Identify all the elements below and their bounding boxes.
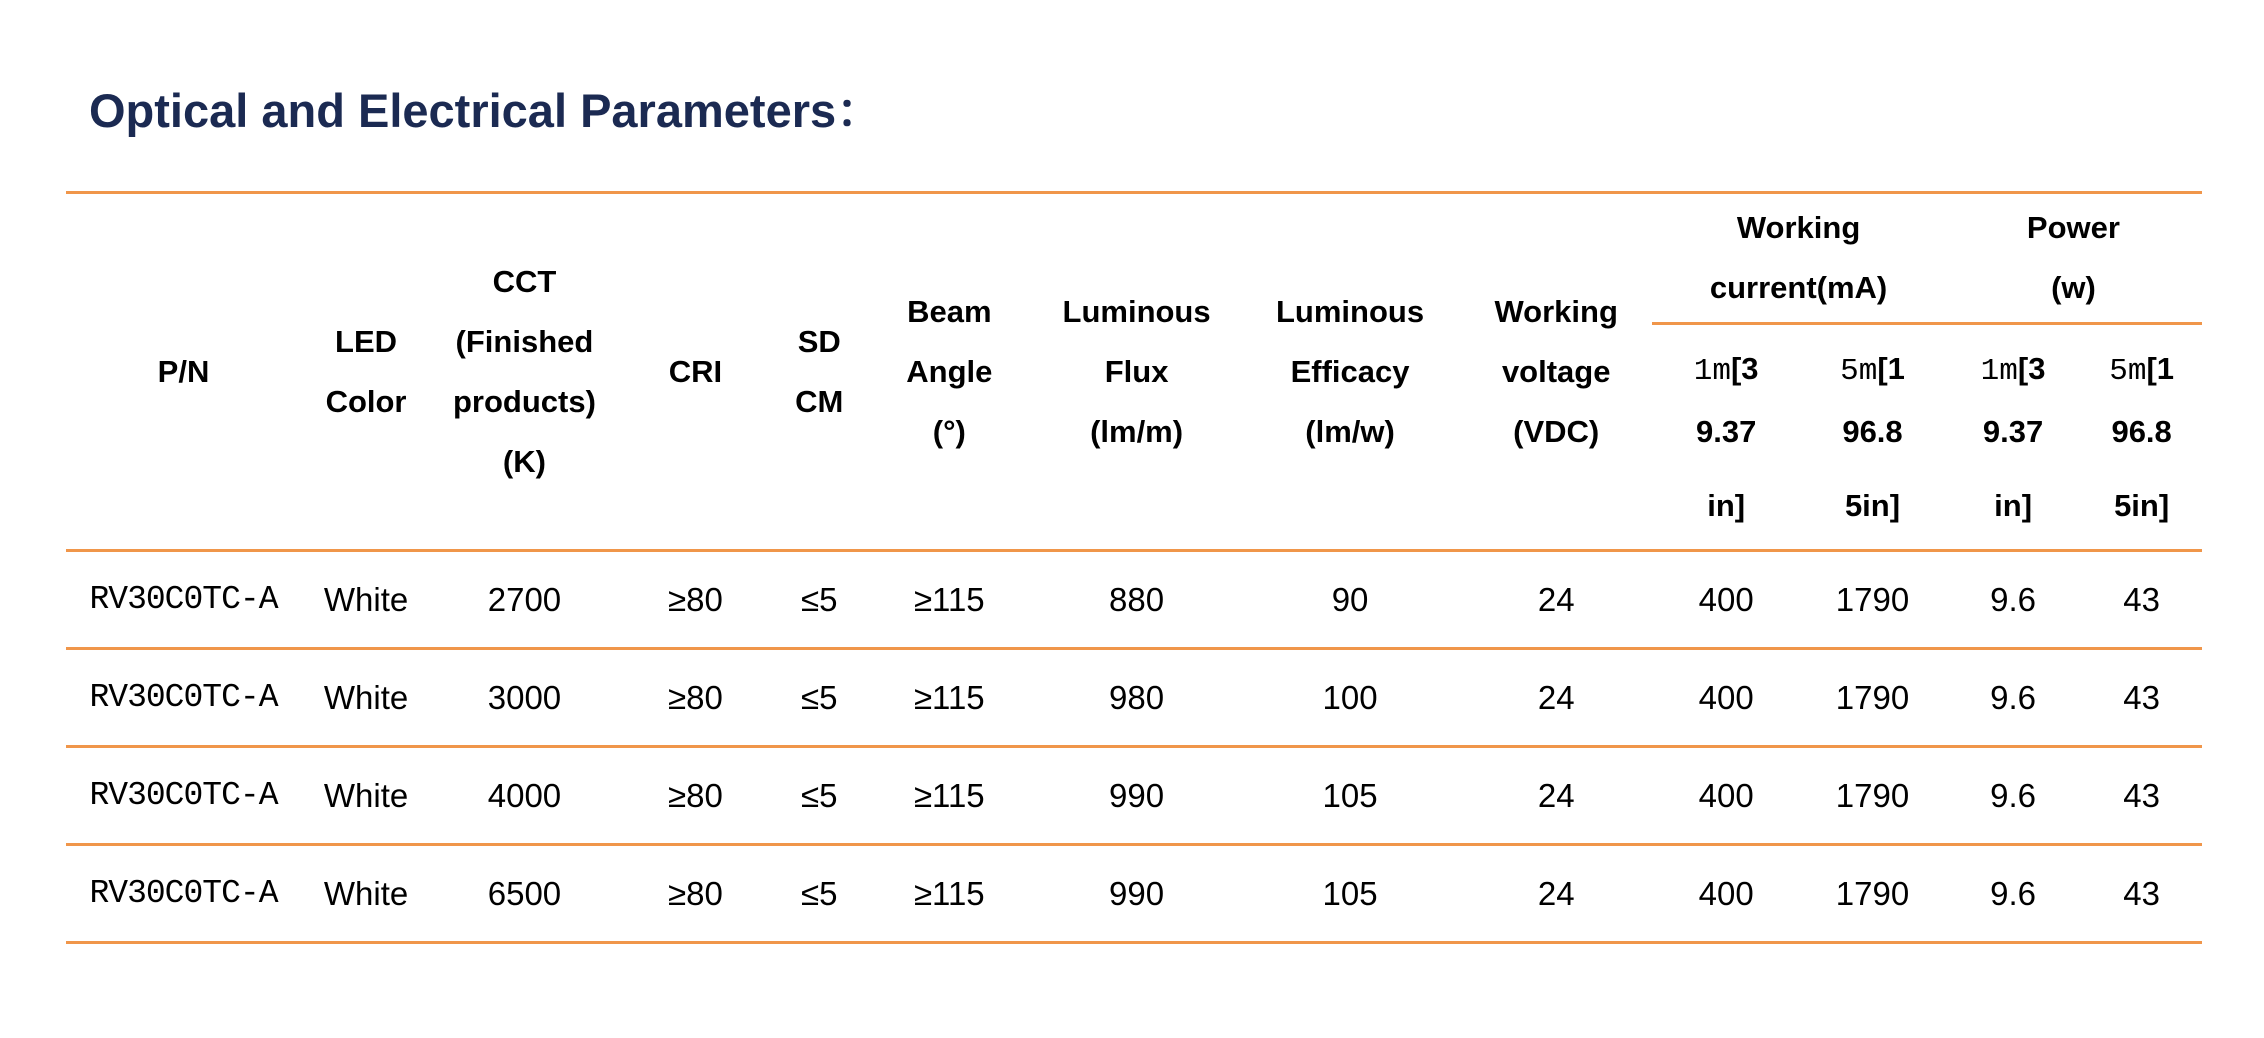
cell-current-5m: 1790 xyxy=(1835,580,1910,618)
header-current-1m: 1m[3 9.37 in] xyxy=(1693,350,1759,523)
cell-efficacy: 100 xyxy=(1322,678,1378,716)
header-current-5m: 5m[1 96.8 5in] xyxy=(1840,350,1905,523)
header-working-current: Working current(mA) xyxy=(1652,193,1945,324)
header-power: Power (w) xyxy=(1945,193,2202,324)
cell-flux: 990 xyxy=(1109,874,1165,912)
cell-cri: ≥80 xyxy=(668,776,723,814)
header-row-top xyxy=(66,193,2202,324)
header-power-5m: 5m[1 96.8 5in] xyxy=(2109,350,2175,523)
cell-voltage: 24 xyxy=(1537,776,1575,814)
cell-sdcm: ≤5 xyxy=(801,874,838,912)
header-pn: P/N xyxy=(157,353,210,389)
header-working-voltage: Working voltage (VDC) xyxy=(1494,293,1618,449)
table-row xyxy=(66,649,2202,747)
header-cri: CRI xyxy=(668,353,723,389)
cell-color: White xyxy=(323,776,409,814)
cell-pn: RV30C0TC-A xyxy=(89,777,278,814)
page-title: Optical and Electrical Parameters： xyxy=(89,84,884,137)
cell-sdcm: ≤5 xyxy=(801,580,838,618)
cell-current-5m: 1790 xyxy=(1835,678,1910,716)
cell-cri: ≥80 xyxy=(668,678,723,716)
cell-voltage: 24 xyxy=(1537,678,1575,716)
header-cct: CCT (Finished products) (K) xyxy=(452,263,596,479)
cell-beam: ≥115 xyxy=(913,678,985,716)
header-luminous-efficacy: Luminous Efficacy (lm/w) xyxy=(1276,293,1425,449)
header-luminous-flux: Luminous Flux (lm/m) xyxy=(1062,293,1211,449)
cell-color: White xyxy=(323,678,409,716)
cell-cct: 6500 xyxy=(487,874,562,912)
cell-power-1m: 9.6 xyxy=(1990,776,2037,814)
cell-flux: 990 xyxy=(1109,776,1165,814)
header-led-color: LED Color xyxy=(325,323,407,419)
cell-color: White xyxy=(323,874,409,912)
cell-color: White xyxy=(323,580,409,618)
cell-power-1m: 9.6 xyxy=(1990,580,2037,618)
cell-pn: RV30C0TC-A xyxy=(89,679,278,716)
cell-beam: ≥115 xyxy=(913,874,985,912)
table-header xyxy=(66,193,2202,551)
cell-current-1m: 400 xyxy=(1698,580,1754,618)
header-sdcm: SD CM xyxy=(795,323,844,419)
cell-cri: ≥80 xyxy=(668,580,723,618)
cell-cct: 4000 xyxy=(487,776,562,814)
header-power-1m: 1m[3 9.37 in] xyxy=(1980,350,2046,523)
cell-beam: ≥115 xyxy=(913,776,985,814)
cell-pn: RV30C0TC-A xyxy=(89,875,278,912)
cell-current-5m: 1790 xyxy=(1835,874,1910,912)
cell-cct: 2700 xyxy=(487,580,562,618)
cell-power-1m: 9.6 xyxy=(1990,678,2037,716)
cell-current-5m: 1790 xyxy=(1835,776,1910,814)
table-body xyxy=(66,551,2202,943)
cell-cri: ≥80 xyxy=(668,874,723,912)
cell-power-5m: 43 xyxy=(2123,580,2160,618)
cell-power-5m: 43 xyxy=(2123,678,2160,716)
table-row xyxy=(66,845,2202,943)
cell-efficacy: 105 xyxy=(1322,776,1378,814)
header-beam-angle: Beam Angle (°) xyxy=(906,293,993,449)
cell-sdcm: ≤5 xyxy=(801,776,838,814)
cell-cct: 3000 xyxy=(487,678,562,716)
cell-voltage: 24 xyxy=(1537,874,1575,912)
cell-efficacy: 105 xyxy=(1322,874,1378,912)
cell-beam: ≥115 xyxy=(913,580,985,618)
cell-efficacy: 90 xyxy=(1331,580,1369,618)
cell-voltage: 24 xyxy=(1537,580,1575,618)
cell-current-1m: 400 xyxy=(1698,776,1754,814)
table-row xyxy=(66,747,2202,845)
table-row xyxy=(66,551,2202,649)
cell-flux: 980 xyxy=(1109,678,1165,716)
cell-sdcm: ≤5 xyxy=(801,678,838,716)
cell-power-5m: 43 xyxy=(2123,874,2160,912)
cell-pn: RV30C0TC-A xyxy=(89,581,278,618)
cell-current-1m: 400 xyxy=(1698,874,1754,912)
parameters-table xyxy=(66,191,2202,944)
cell-power-1m: 9.6 xyxy=(1990,874,2037,912)
cell-flux: 880 xyxy=(1109,580,1165,618)
cell-power-5m: 43 xyxy=(2123,776,2160,814)
cell-current-1m: 400 xyxy=(1698,678,1754,716)
